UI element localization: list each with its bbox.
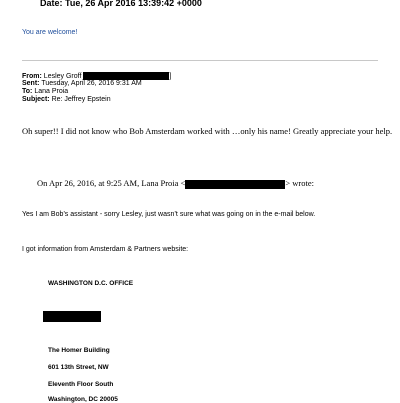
separator [22, 60, 378, 61]
from-label: From: [22, 72, 42, 80]
redaction-block [43, 311, 101, 322]
attribution-prefix: On Apr 26, 2016, at 9:25 AM, Lana Proia < [37, 178, 186, 188]
to-label: To: [22, 88, 33, 95]
attribution-suffix: > wrote: [285, 178, 314, 188]
from-close: ] [169, 72, 172, 80]
date-line [40, 0, 202, 8]
address-line: 601 13th Street, NW [48, 364, 109, 371]
redaction-block [185, 180, 285, 189]
from-name: Lesley Groff [43, 72, 82, 80]
address-line: Washington, DC 20005 [48, 396, 118, 403]
message-text: Oh super!! I did not know who Bob Amsterdam worked with …only his name! Greatly appreciate your help. [22, 126, 393, 136]
to-value: Lana Proia [34, 88, 69, 95]
sent-label: Sent: [22, 80, 40, 87]
address-line: The Homer Building [48, 347, 110, 354]
date-label: Date: [40, 0, 63, 8]
sent-value: Tuesday, April 26, 2016 9:31 AM [41, 80, 142, 87]
quoted-body-line-1: Yes I am Bob’s assistant - sorry Lesley, just wasn’t sure what was going on in the e-mail below. [22, 211, 316, 218]
office-title: WASHINGTON D.C. OFFICE [48, 280, 134, 287]
reply-text: You are welcome! [22, 29, 78, 36]
subject-value: Re: Jeffrey Epstein [51, 96, 111, 103]
date-value: Tue, 26 Apr 2016 13:39:42 +0000 [65, 0, 202, 8]
subject-line [22, 96, 111, 104]
subject-label: Subject: [22, 96, 50, 103]
to-line [22, 88, 68, 96]
sent-line [22, 80, 142, 88]
quoted-body-line-2: I got information from Amsterdam & Partners website: [22, 246, 189, 253]
redaction-block [83, 72, 172, 80]
address-line: Eleventh Floor South [48, 381, 114, 388]
attribution-line [37, 178, 314, 189]
